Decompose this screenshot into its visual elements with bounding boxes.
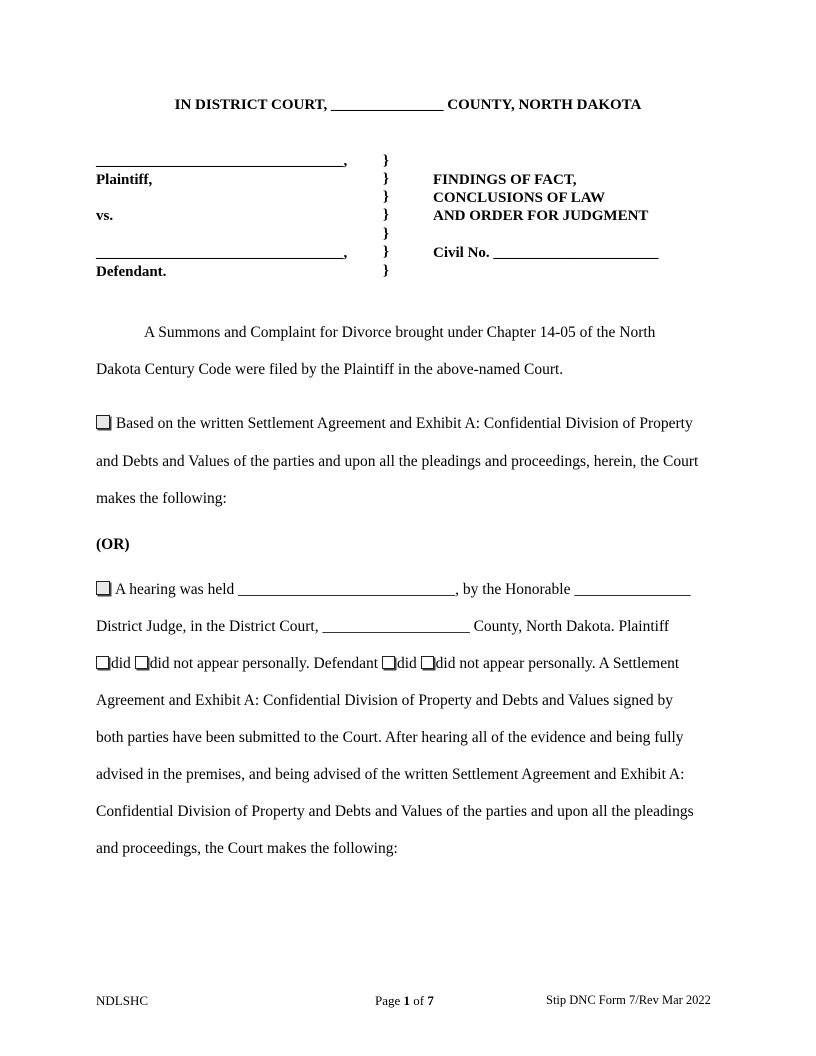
intro-line-1: A Summons and Complaint for Divorce brought under Chapter 14-05 of the North — [144, 324, 656, 341]
defendant-did-not-checkbox[interactable] — [421, 656, 434, 669]
option2-line-4: Agreement and Exhibit A: Confidential Division of Property and Debts and Values signed by — [96, 692, 673, 709]
or-label: (OR) — [96, 536, 130, 553]
current-page: 1 — [403, 993, 411, 1008]
caption-bracket: } — [383, 244, 389, 260]
plaintiff-did-checkbox[interactable] — [96, 656, 109, 669]
caption-bracket: } — [383, 171, 389, 187]
footer-org: NDLSHC — [96, 993, 149, 1008]
option2-line-2: District Judge, in the District Court, ___________________ County, North Dakota. Plaintiff — [96, 618, 670, 635]
document-title-line-2: CONCLUSIONS OF LAW — [433, 190, 605, 206]
versus-label: vs. — [96, 208, 114, 224]
defendant-name-line[interactable]: _________________________________, — [96, 245, 348, 261]
caption-bracket: } — [383, 226, 389, 242]
option2-line-7: Confidential Division of Property and Debts and Values of the parties and upon all the pleadings — [96, 803, 694, 820]
plaintiff-did-label: did — [111, 655, 131, 672]
intro-line-2: Dakota Century Code were filed by the Plaintiff in the above-named Court. — [96, 361, 564, 378]
total-pages: 7 — [427, 993, 434, 1008]
document-title-line-1: FINDINGS OF FACT, — [433, 172, 577, 188]
option2-line-1 — [96, 581, 691, 599]
document-title-line-3: AND ORDER FOR JUDGMENT — [433, 208, 649, 224]
settlement-agreement-checkbox[interactable] — [96, 415, 110, 429]
defendant-did-label: did — [396, 655, 417, 672]
defendant-did-not-label: did not appear personally. A Settlement — [435, 655, 680, 672]
option2-text: A hearing was held ____________________________, by the Honorable _______________ — [115, 581, 691, 598]
plaintiff-did-not-label: did not appear personally. Defendant — [149, 655, 379, 672]
option1-line-1 — [96, 415, 693, 433]
caption-bracket: } — [383, 263, 389, 279]
plaintiff-did-not-checkbox[interactable] — [135, 656, 148, 669]
defendant-label: Defendant. — [96, 264, 167, 280]
option1-text: Based on the written Settlement Agreement and Exhibit A: Confidential Division of Property — [115, 415, 693, 432]
caption-bracket: } — [383, 207, 389, 223]
plaintiff-name-line[interactable]: _________________________________, — [96, 153, 348, 169]
page-prefix: Page — [375, 993, 404, 1008]
page-of: of — [410, 993, 428, 1008]
option1-line-3: makes the following: — [96, 490, 227, 507]
hearing-held-checkbox[interactable] — [96, 581, 110, 595]
plaintiff-label: Plaintiff, — [96, 172, 153, 188]
caption-bracket: } — [383, 153, 389, 169]
option2-line-8: and proceedings, the Court makes the following: — [96, 840, 398, 857]
civil-number-field[interactable]: Civil No. ______________________ — [433, 245, 659, 261]
option2-line-6: advised in the premises, and being advised of the written Settlement Agreement and Exhibit A: — [96, 766, 685, 783]
option1-line-2: and Debts and Values of the parties and upon all the pleadings and proceedings, herein, the Court — [96, 453, 699, 470]
option2-line-3 — [96, 655, 679, 673]
court-header: IN DISTRICT COURT, _______________ COUNTY, NORTH DAKOTA — [174, 97, 642, 113]
page-number — [375, 993, 434, 1009]
option2-line-5: both parties have been submitted to the Court. After hearing all of the evidence and being fully — [96, 729, 684, 746]
caption-bracket: } — [383, 189, 389, 205]
defendant-did-checkbox[interactable] — [382, 656, 395, 669]
form-revision: Stip DNC Form 7/Rev Mar 2022 — [546, 993, 711, 1007]
